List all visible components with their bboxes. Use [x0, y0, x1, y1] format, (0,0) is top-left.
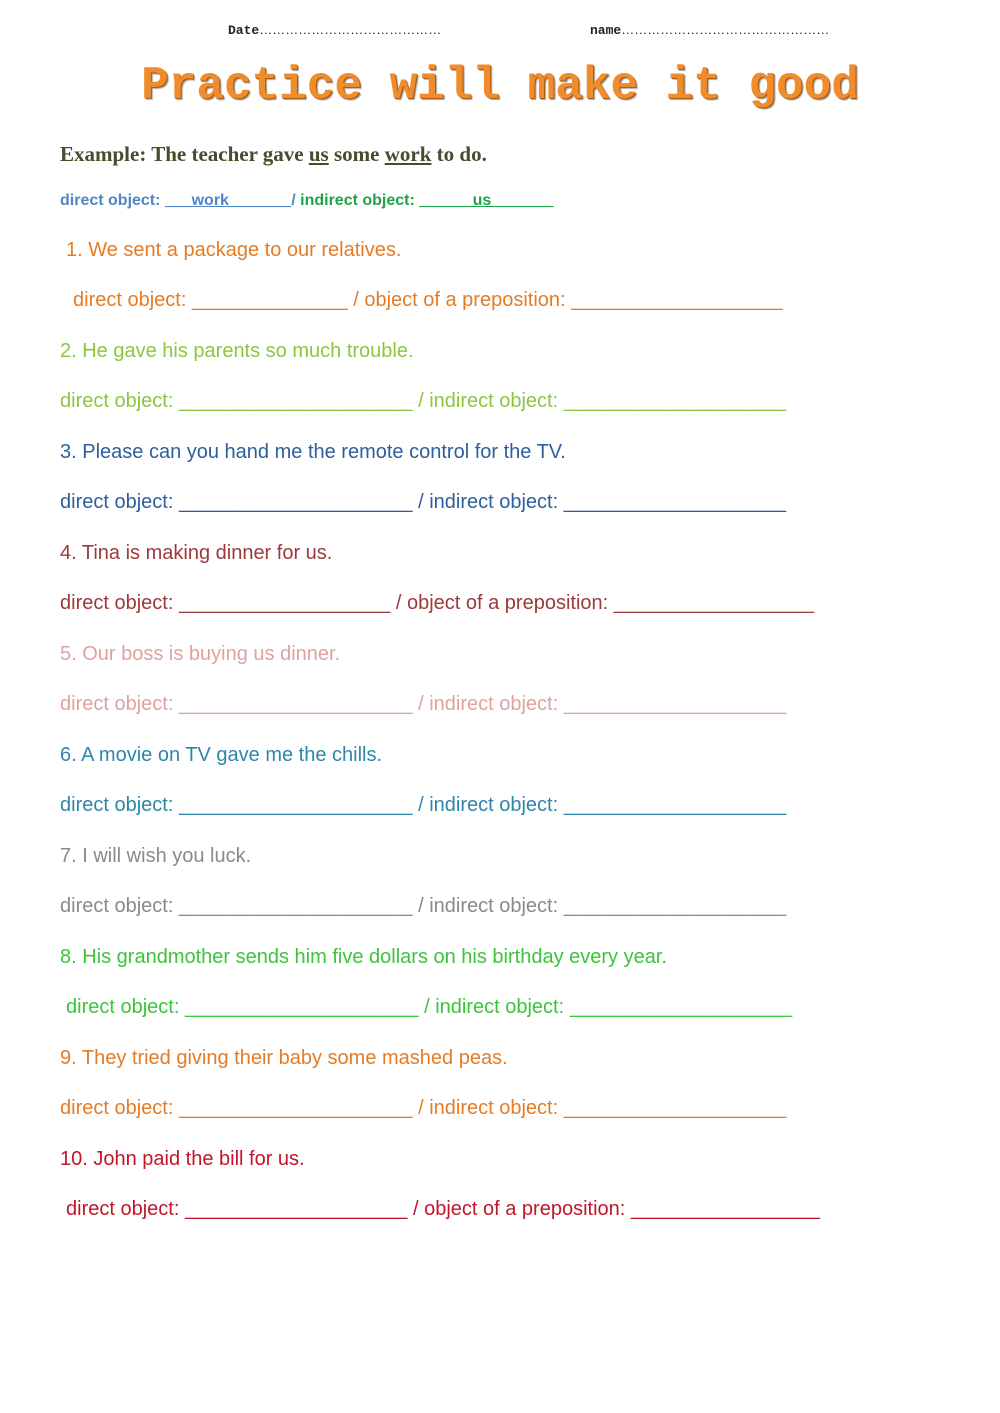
date-dots: …………………………………… — [259, 22, 442, 37]
date-field — [228, 22, 441, 38]
answer-line-8[interactable]: direct object: _____________________ / indirect object: ____________________ — [66, 996, 793, 1018]
answer-line-10[interactable]: direct object: ____________________ / object of a preposition: _________________ — [66, 1198, 820, 1220]
question-2: 2. He gave his parents so much trouble. — [60, 340, 414, 362]
name-label: name — [590, 23, 622, 38]
example-word-work: work — [384, 142, 432, 166]
question-3: 3. Please can you hand me the remote control for the TV. — [60, 441, 566, 463]
answer-line-9[interactable]: direct object: _____________________ / indirect object: ____________________ — [60, 1097, 787, 1119]
name-dots: ………………………………………… — [621, 22, 830, 37]
answer-line-1[interactable]: direct object: ______________ / object of a preposition: ___________________ — [73, 289, 783, 311]
date-label: Date — [228, 23, 260, 38]
question-7: 7. I will wish you luck. — [60, 845, 252, 867]
example-separator: / — [291, 192, 301, 209]
question-5: 5. Our boss is buying us dinner. — [60, 643, 341, 665]
answer-line-4[interactable]: direct object: ___________________ / object of a preposition: __________________ — [60, 592, 814, 614]
answer-line-2[interactable]: direct object: _____________________ / indirect object: ____________________ — [60, 390, 787, 412]
question-4: 4. Tina is making dinner for us. — [60, 542, 333, 564]
answer-line-3[interactable]: direct object: _____________________ / indirect object: ____________________ — [60, 491, 787, 513]
question-10: 10. John paid the bill for us. — [60, 1148, 305, 1170]
example-direct-label: direct object: — [60, 192, 165, 209]
page-title: Practice will make it good — [141, 60, 859, 112]
example-indirect-label: indirect object: — [300, 192, 420, 209]
question-1: 1. We sent a package to our relatives. — [66, 239, 402, 261]
answer-line-6[interactable]: direct object: _____________________ / indirect object: ____________________ — [60, 794, 787, 816]
example-suffix: to do. — [431, 142, 487, 166]
question-9: 9. They tried giving their baby some mashed peas. — [60, 1047, 508, 1069]
answer-line-7[interactable]: direct object: _____________________ / indirect object: ____________________ — [60, 895, 787, 917]
question-6: 6. A movie on TV gave me the chills. — [60, 744, 383, 766]
example-middle: some — [328, 142, 385, 166]
example-direct-value: ___work_______ — [164, 192, 292, 209]
example-word-us: us — [308, 142, 329, 166]
answer-line-5[interactable]: direct object: _____________________ / indirect object: ____________________ — [60, 693, 787, 715]
name-field — [590, 22, 829, 38]
example-prefix: Example: The teacher gave — [60, 142, 309, 166]
example-indirect-value: ______us_______ — [419, 192, 554, 209]
question-8: 8. His grandmother sends him five dollars on his birthday every year. — [60, 946, 667, 968]
example-sentence — [60, 142, 487, 167]
example-answer-line — [60, 192, 554, 210]
